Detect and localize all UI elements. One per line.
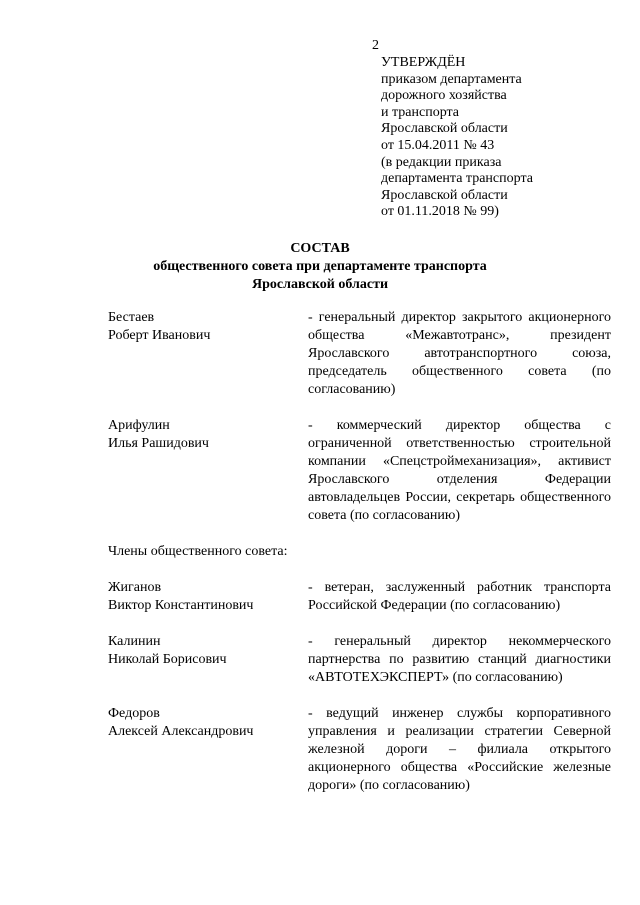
page-number: 2 [372,38,379,53]
member-description: - коммерческий директор общества с ограниченной ответственностью строительной компании «Спецстроймеханизация», активист Ярославского отделения Федерации автовладельцев России, секретарь общественного совета (по согласованию) [308,418,611,523]
approval-line: Ярославской области [381,187,508,203]
member-name [108,309,308,399]
approval-line: департамента транспорта [381,171,533,187]
title-region: Ярославской области [251,277,389,292]
approval-line: от 15.04.2011 № 43 [381,137,495,153]
member-given-names: Николай Борисович [108,652,227,667]
member-surname: Калинин [108,634,161,649]
title-heading: СОСТАВ [290,241,350,256]
approval-line: УТВЕРЖДЁН [381,55,466,70]
approval-line: и транспорта [381,104,460,120]
members-section-label: Члены общественного совета: [108,544,288,559]
title-subheading: общественного совета при департаменте транспорта [153,259,487,274]
approval-line: дорожного хозяйства [381,88,507,104]
member-row [108,579,611,615]
member-row-chairman [108,309,611,399]
member-name [108,633,308,687]
member-row [108,633,611,687]
approval-line: (в редакции приказа [381,154,502,170]
member-surname: Арифулин [108,418,170,433]
member-name [108,579,308,615]
member-given-names: Илья Рашидович [108,436,209,451]
document-title [0,240,640,294]
council-composition [108,309,611,813]
approval-stamp [381,55,611,221]
member-description: - ведущий инженер службы корпоративного управления и реализации стратегии Северной железной дороги – филиала открытого акционерного общества «Российские железные дороги» (по согласованию) [308,706,611,793]
member-row-secretary [108,417,611,525]
member-surname: Бестаев [108,310,155,325]
member-description: - ветеран, заслуженный работник транспорта Российской Федерации (по согласованию) [308,580,611,613]
member-surname: Федоров [108,706,160,721]
member-name [108,417,308,525]
member-description: - генеральный директор закрытого акционерного общества «Межавтотранс», президент Ярославского автотранспортного союза, председатель общественного совета (по согласованию) [308,310,611,397]
member-description: - генеральный директор некоммерческого партнерства по развитию станций диагностики «АВТОТЕХЭКСПЕРТ» (по согласованию) [308,634,611,685]
member-given-names: Виктор Константинович [108,598,254,613]
member-row [108,705,611,795]
member-name [108,705,308,795]
approval-line: Ярославской области [381,121,508,137]
member-given-names: Алексей Александрович [108,724,254,739]
approval-line: от 01.11.2018 № 99) [381,204,499,220]
approval-line: приказом департамента [381,71,522,87]
member-given-names: Роберт Иванович [108,328,211,343]
member-surname: Жиганов [108,580,162,595]
